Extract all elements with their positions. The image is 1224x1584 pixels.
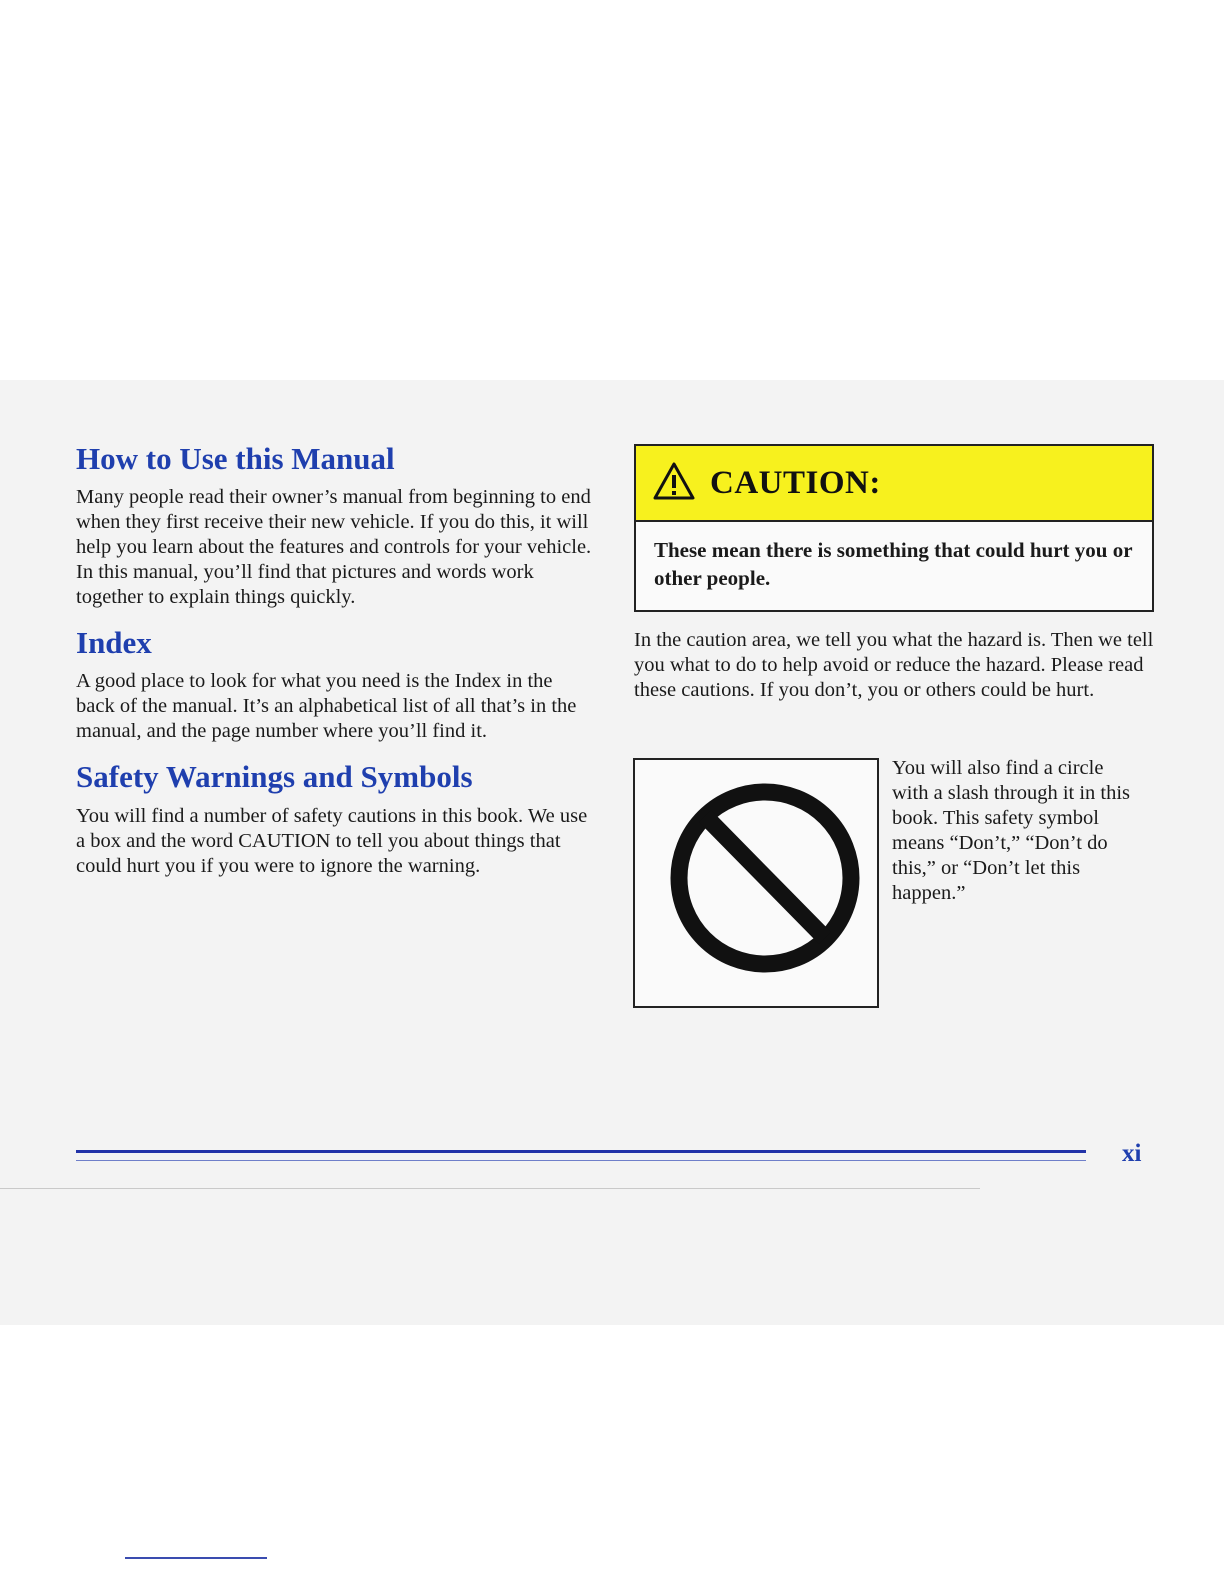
section-body: Many people read their owner’s manual from beginning to end when they first receive their new vehicle. If you do this, it will help you learn about the features and controls for your vehicle. In this manual, you’ll find that pictures and words work together to explain things quickly. <box>76 486 592 609</box>
section-heading: How to Use this Manual <box>76 441 395 476</box>
caution-title: CAUTION: <box>710 464 881 501</box>
warning-triangle-icon <box>652 461 696 506</box>
footer-rule <box>76 1150 1086 1153</box>
scan-divider <box>0 1188 980 1189</box>
section-index <box>76 624 596 744</box>
section-heading: Index <box>76 625 152 661</box>
section-safety-warnings <box>76 758 596 878</box>
section-heading: Safety Warnings and Symbols <box>76 759 473 795</box>
section-how-to-use <box>76 440 596 610</box>
section-body: You will find a number of safety cautions in this book. We use a box and the word CAUTION to tell you about things that could hurt you if you were to ignore the warning. <box>76 804 588 877</box>
page-number: xi <box>1122 1140 1142 1167</box>
caution-header <box>636 446 1152 522</box>
symbol-description: You will also find a circle with a slash through it in this book. This safety symbol means “Don’t,” “Don’t do this,” or “Don’t let this happen.” <box>892 757 1131 904</box>
caution-body: These mean there is something that could hurt you or other people. <box>654 538 1133 590</box>
footer-rule-thin <box>76 1160 1086 1161</box>
left-column <box>76 440 596 893</box>
caution-explanation: In the caution area, we tell you what the hazard is. Then we tell you what to do to help avoid or reduce the hazard. Please read these cautions. If you don’t, you or others could be hurt. <box>634 629 1154 701</box>
section-body: A good place to look for what you need is the Index in the back of the manual. It’s an alphabetical list of all that’s in the manual, and the page number where you’ll find it. <box>76 670 577 743</box>
caution-box <box>634 444 1154 612</box>
bottom-mark <box>125 1557 267 1559</box>
prohibition-circle-slash-icon <box>635 760 877 1006</box>
symbol-box <box>633 758 879 1008</box>
